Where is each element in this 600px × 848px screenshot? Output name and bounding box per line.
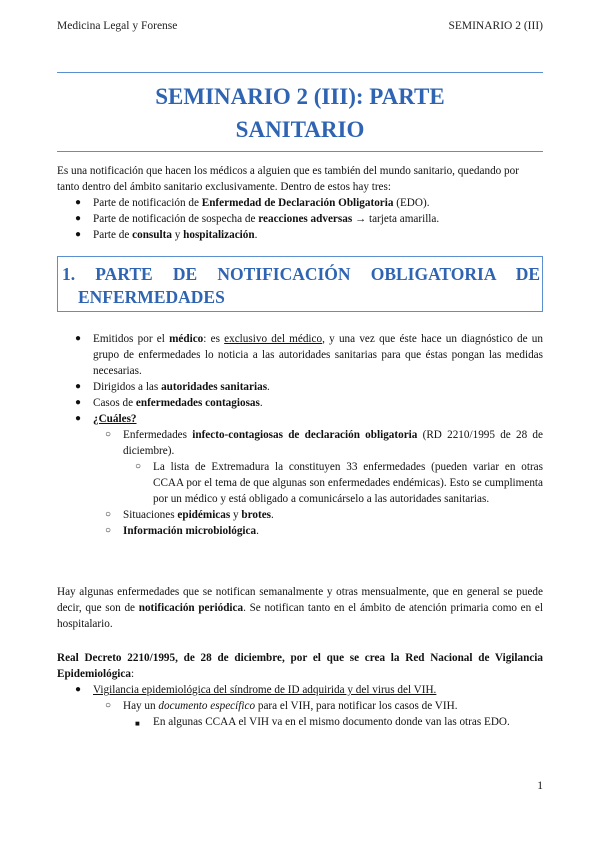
intro-paragraph: Es una notificación que hacen los médicos a alguien que es también del mundo sanitario, quedando por tanto dentro del ámbito sanitario exclusivamente. Dentro de estos hay tres: [57, 165, 519, 193]
para-text: . Se notifican tanto en el ámbito de atención primaria como en el hospitalario. [57, 602, 543, 630]
cuales-label: ¿Cuáles? [93, 413, 137, 425]
page-number: 1 [537, 780, 543, 792]
circle-bullet-icon: ○ [105, 525, 112, 536]
item-bold: consulta [132, 229, 172, 241]
section1-list [57, 331, 543, 539]
square-bullet-icon: ■ [135, 719, 140, 728]
item-text: Hay un [123, 700, 159, 712]
sub-sub-list-item [123, 459, 543, 507]
circle-bullet-icon: ○ [105, 700, 112, 711]
item-bold: médico [169, 333, 204, 345]
bullet-icon: ● [75, 684, 82, 695]
item-text: . [271, 509, 274, 521]
sub-list-item [93, 507, 543, 523]
intro-section [57, 163, 543, 243]
item-underline: exclusivo del médico [224, 333, 323, 345]
item-text: . [256, 525, 259, 537]
periodic-paragraph [57, 584, 543, 632]
list-item [57, 331, 543, 379]
sub-list-item [93, 523, 543, 539]
item-italic: documento específico [158, 700, 256, 712]
item-text: En algunas CCAA el VIH va en el mismo documento donde van las otras EDO. [153, 716, 510, 728]
header-left: Medicina Legal y Forense [57, 20, 178, 32]
item-bold: reacciones adversas [258, 213, 353, 225]
title-line-2: SANITARIO [235, 117, 365, 142]
decree-section [57, 650, 543, 730]
item-bold: brotes [241, 509, 272, 521]
item-text: Parte de notificación de [93, 197, 202, 209]
para-bold: notificación periódica [138, 602, 244, 614]
section-heading-line-1: 1. PARTE DE NOTIFICACIÓN OBLIGATORIA DE [62, 264, 540, 284]
list-item [57, 211, 543, 227]
decree-text: : [130, 668, 135, 680]
bullet-icon: ● [75, 229, 82, 240]
bullet-icon: ● [75, 197, 82, 208]
item-text: Casos de [93, 397, 136, 409]
item-text: . [254, 229, 258, 241]
item-text: Parte de [93, 229, 133, 241]
item-text: . [267, 381, 270, 393]
sub-list-item [93, 427, 543, 507]
list-item [57, 395, 543, 411]
header-right: SEMINARIO 2 (III) [448, 20, 543, 32]
item-text: (RD 2210/1995 de 28 de diciembre). [123, 429, 543, 457]
item-text: La lista de Extremadura la constituyen 33 enfermedades (pueden variar en otras CCAA por el tema de que algunas son enfermedades endémicas). Esto se cumplimenta por un médico y está obligado a comunicárselo a las autoridades sanitarias. [153, 461, 543, 505]
item-text: Situaciones [123, 509, 178, 521]
intro-list [57, 195, 543, 243]
decree-heading [57, 650, 543, 682]
item-text: (EDO). [393, 197, 430, 209]
list-item [57, 411, 543, 539]
item-text: Parte de notificación de sospecha de [93, 213, 259, 225]
item-text: → tarjeta amarilla. [352, 213, 440, 225]
item-underline: Vigilancia epidemiológica del síndrome de ID adquirida y del virus del VIH. [93, 684, 437, 696]
sub-sub-list-item [123, 714, 543, 730]
item-text: y [171, 229, 184, 241]
list-item [57, 379, 543, 395]
item-bold: enfermedades contagiosas [135, 397, 260, 409]
bullet-icon: ● [75, 333, 82, 344]
section-heading-line-2: ENFERMEDADES [78, 287, 225, 307]
list-item [57, 682, 543, 730]
item-bold: Información microbiológica [123, 525, 257, 537]
list-item [57, 195, 543, 211]
item-text: : es [203, 333, 225, 345]
sub-list-item [93, 698, 543, 730]
bullet-icon: ● [75, 397, 82, 408]
title-rule-bottom [57, 151, 543, 152]
item-text: Dirigidos a las [93, 381, 162, 393]
item-text: y [230, 509, 242, 521]
item-text: para el VIH, para notificar los casos de VIH. [255, 700, 458, 712]
page-title [57, 80, 543, 146]
circle-bullet-icon: ○ [135, 461, 142, 472]
item-bold: Enfermedad de Declaración Obligatoria [201, 197, 394, 209]
para-text: Hay algunas enfermedades que se notifican semanalmente y otras mensualmente, que en general se puede decir, que son de [57, 586, 543, 614]
circle-bullet-icon: ○ [105, 509, 112, 520]
bullet-icon: ● [75, 381, 82, 392]
title-line-1: SEMINARIO 2 (III): PARTE [155, 84, 445, 109]
item-text: Enfermedades [123, 429, 193, 441]
item-bold: epidémicas [177, 509, 231, 521]
item-bold: autoridades sanitarias [161, 381, 268, 393]
item-text: . [259, 397, 263, 409]
list-item [57, 227, 543, 243]
item-text: Emitidos por el [93, 333, 170, 345]
bullet-icon: ● [75, 413, 82, 424]
item-bold: infecto-contagiosas de declaración obligatoria [192, 429, 418, 441]
bullet-icon: ● [75, 213, 82, 224]
circle-bullet-icon: ○ [105, 429, 112, 440]
item-text: , y una vez que éste hace un diagnóstico de un grupo de enfermedades lo noticia a las autoridades sanitarias para que éstas pongan las medidas necesarias. [93, 333, 543, 377]
title-rule-top [57, 72, 543, 73]
decree-bold: Real Decreto 2210/1995, de 28 de diciembre, por el que se crea la Red Nacional de Vigilancia Epidemiológica [57, 652, 543, 680]
item-bold: hospitalización [183, 229, 255, 241]
